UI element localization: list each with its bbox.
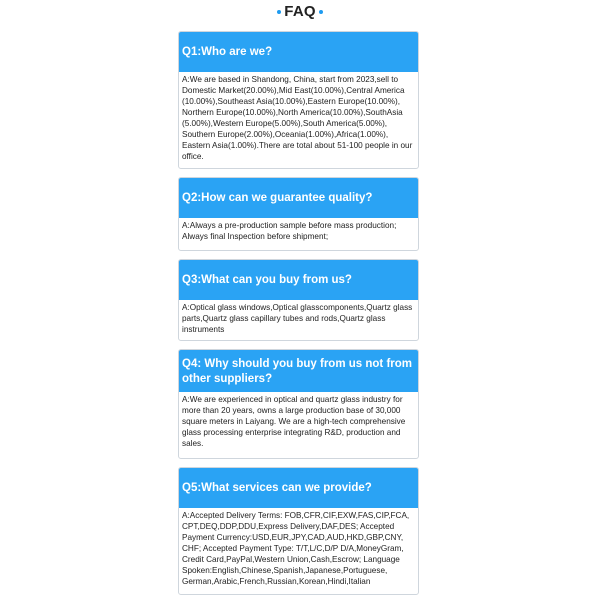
faq-heading [0,0,600,22]
faq-question-text: Q5:What services can we provide? [182,481,372,494]
faq-answer-q1 [179,72,418,168]
faq-answer-q5 [179,508,418,594]
faq-title-text: FAQ [284,2,316,20]
faq-answer-text: A:Accepted Delivery Terms: FOB,CFR,CIF,EXW,FAS,CIP,FCA, CPT,DEQ,DDP,DDU,Express Delivery,DAF,DES; Accepted Payment Currency:USD,EUR,JPY,CAD,AUD,HKD,GBP,CNY, CHF; Accepted Payment Type: T/T,L/C,D/P D/A,MoneyGram, Credit Card,PayPal,Western Union,Cash,Escrow; Language Spoken:English,Chinese,Spanish,Japanese,Portuguese, German,Arabic,French,Russian,Korean,Hindi,Italian [182,511,410,586]
faq-question-text: Q3:What can you buy from us? [182,273,352,286]
faq-question-q5 [179,468,418,508]
faq-question-text: Q1:Who are we? [182,45,273,58]
faq-question-q3 [179,260,418,300]
faq-card-q3 [178,259,419,341]
faq-answer-q3 [179,300,418,340]
faq-answer-text: A:Optical glass windows,Optical glasscomponents,Quartz glass parts,Quartz glass capillary tubes and rods,Quartz glass instruments [182,303,413,334]
faq-answer-text: A:We are experienced in optical and quartz glass industry for more than 20 years, owns a large production base of 30,000 square meters in Laiyang. We are a high-tech comprehensive glass processing enterprise integrating R&D, production and sales. [182,395,406,448]
faq-question-text: Q4: Why should you buy from us not from other suppliers? [182,358,412,385]
faq-question-q1 [179,32,418,72]
faq-card-q5 [178,467,419,595]
faq-card-q1 [178,31,419,169]
faq-card-q2 [178,177,419,251]
title-dot-left [277,10,281,14]
faq-answer-text: A:Always a pre-production sample before mass production; Always final Inspection before shipment; [182,221,397,241]
faq-question-text: Q2:How can we guarantee quality? [182,191,373,204]
faq-answer-q4 [179,392,418,458]
faq-answer-q2 [179,218,418,250]
faq-card-q4 [178,349,419,459]
title-dot-right [319,10,323,14]
faq-list [178,31,419,600]
faq-question-q2 [179,178,418,218]
faq-question-q4 [179,350,418,392]
faq-answer-text: A:We are based in Shandong, China, start from 2023,sell to Domestic Market(20.00%),Mid East(10.00%),Central America (10.00%),Southeast Asia(10.00%),Eastern Europe(10.00%), Northern Europe(10.00%),North America(10.00%),SouthAsia (5.00%),Western Europe(5.00%),South America(5.00%), Southern Europe(2.00%),Oceania(1.00%),Africa(1.00%), Eastern Asia(1.00%).There are total about 51-100 people in our office. [182,75,413,161]
